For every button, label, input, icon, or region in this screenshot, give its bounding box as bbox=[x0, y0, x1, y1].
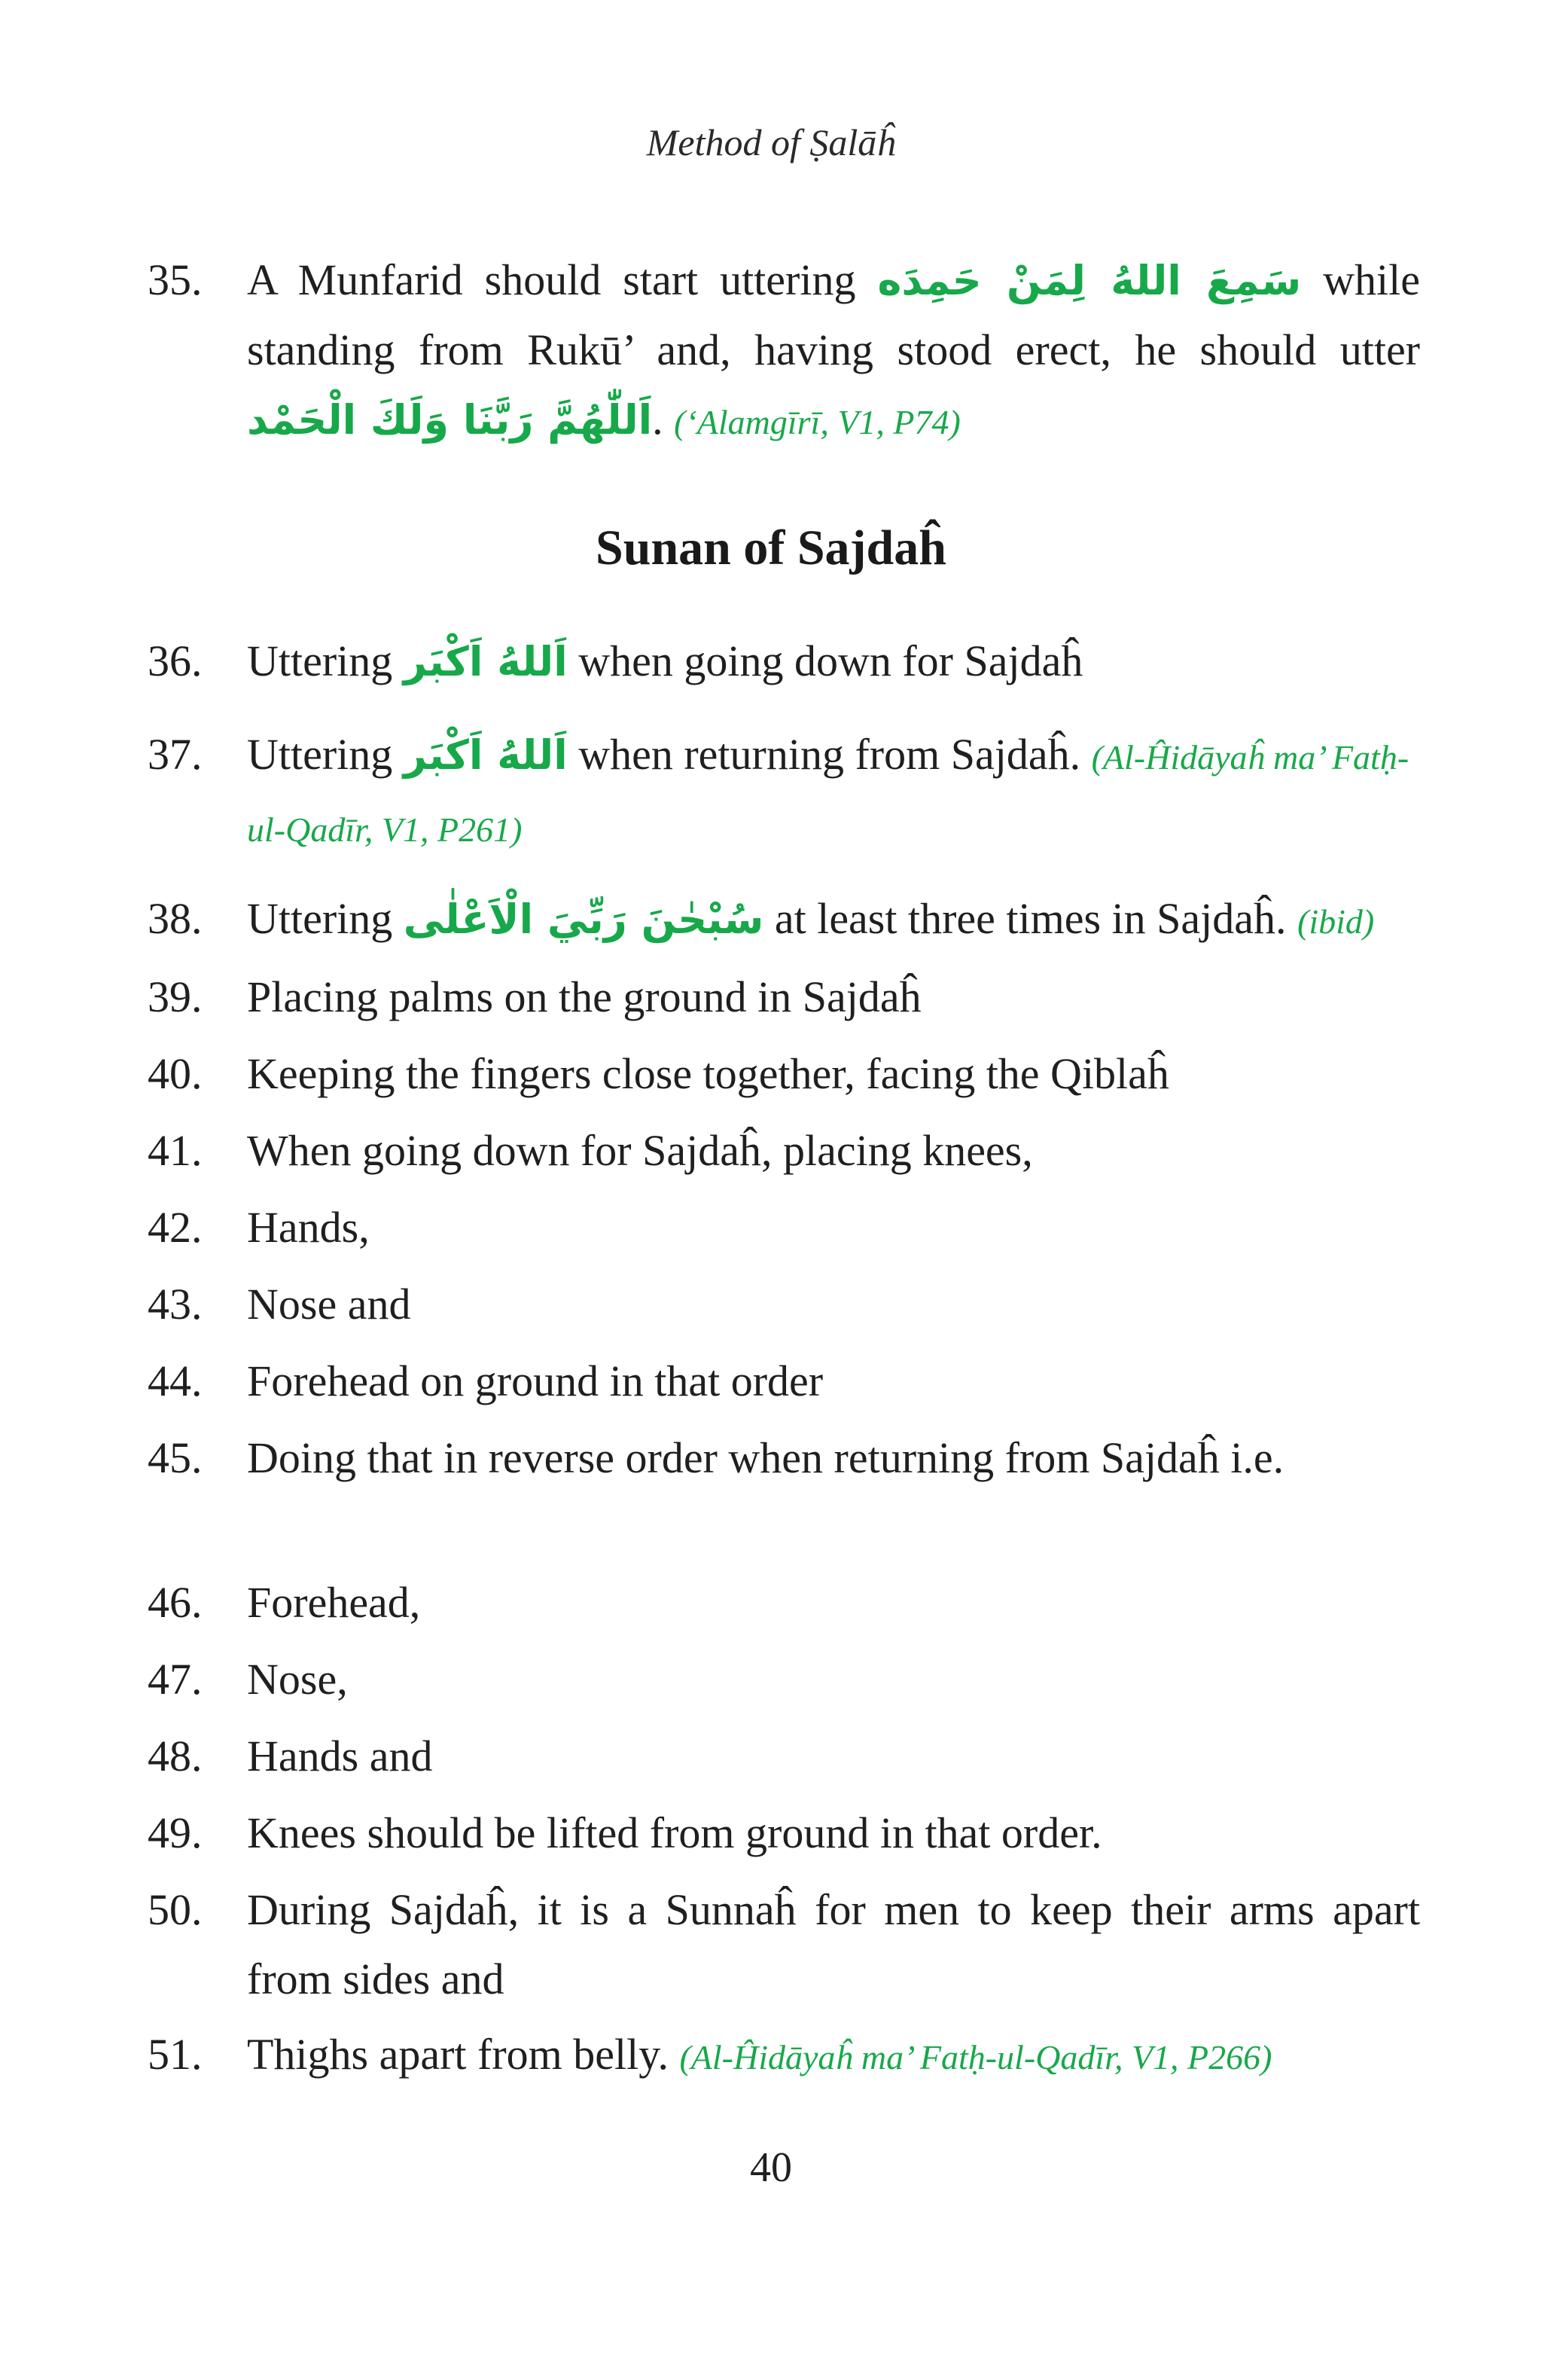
item-text: Placing palms on the ground in Sajdaĥ bbox=[247, 972, 922, 1021]
item-text: During Sajdaĥ, it is a Sunnaĥ for men to keep their arms apart from sides and bbox=[247, 1885, 1420, 2003]
list-item-36 bbox=[148, 627, 1420, 697]
item-number: 46. bbox=[148, 1578, 203, 1627]
list-item-35 bbox=[148, 246, 1420, 457]
list-item-41 bbox=[148, 1116, 1420, 1185]
item-body bbox=[247, 246, 1420, 457]
list-item-39 bbox=[148, 963, 1420, 1032]
item-text: Forehead on ground in that order bbox=[247, 1356, 824, 1405]
item-text: Keeping the fingers close together, facing the Qiblaĥ bbox=[247, 1049, 1169, 1098]
item-text: . bbox=[652, 395, 663, 444]
list-item-37 bbox=[148, 720, 1420, 865]
list-item-48 bbox=[148, 1722, 1420, 1791]
list-item-42 bbox=[148, 1193, 1420, 1262]
list-item-47 bbox=[148, 1645, 1420, 1714]
item-number: 50. bbox=[148, 1885, 203, 1934]
item-number: 48. bbox=[148, 1732, 203, 1780]
item-text: Thighs apart from belly. bbox=[247, 2030, 669, 2079]
item-number: 41. bbox=[148, 1126, 203, 1175]
item-text: Uttering bbox=[247, 894, 393, 943]
reference-citation: (ibid) bbox=[1297, 902, 1375, 941]
item-number: 45. bbox=[148, 1433, 203, 1482]
arabic-phrase: سُبْحٰنَ رَبِّيَ الْاَعْلٰى bbox=[403, 896, 764, 943]
item-number: 39. bbox=[148, 972, 203, 1021]
list-item-40 bbox=[148, 1039, 1420, 1109]
item-number: 38. bbox=[148, 894, 203, 943]
item-text: Hands and bbox=[247, 1732, 433, 1780]
item-text: Hands, bbox=[247, 1203, 370, 1252]
item-body bbox=[247, 2020, 1420, 2092]
item-number: 49. bbox=[148, 1808, 203, 1857]
item-text: Doing that in reverse order when returning from Sajdaĥ i.e. bbox=[247, 1433, 1284, 1482]
arabic-phrase: سَمِعَ اللهُ لِمَنْ حَمِدَه bbox=[877, 257, 1302, 304]
arabic-phrase: اَللّٰهُمَّ رَبَّنَا وَلَكَ الْحَمْد bbox=[247, 396, 653, 444]
item-number: 47. bbox=[148, 1655, 203, 1704]
list-item-50 bbox=[148, 1875, 1420, 2014]
item-text: Uttering bbox=[247, 636, 393, 685]
list-item-43 bbox=[148, 1270, 1420, 1339]
item-body bbox=[247, 884, 1420, 957]
arabic-phrase: اَللهُ اَكْبَر bbox=[403, 638, 568, 685]
item-text: Uttering bbox=[247, 730, 393, 779]
item-number: 37. bbox=[148, 730, 203, 779]
item-number: 51. bbox=[148, 2030, 203, 2079]
item-number: 42. bbox=[148, 1203, 203, 1252]
item-number: 44. bbox=[148, 1356, 203, 1405]
item-body bbox=[247, 627, 1420, 697]
item-text: A Munfarid should start uttering bbox=[247, 255, 856, 304]
list-item-46 bbox=[148, 1568, 1420, 1637]
list-item-45 bbox=[148, 1423, 1420, 1493]
reference-citation: (Al-Ĥidāyaĥ ma’ Fatḥ-ul-Qadīr, V1, P261) bbox=[247, 738, 1409, 849]
item-text: when returning from Sajdaĥ. bbox=[578, 730, 1081, 779]
section-heading: Sunan of Sajdaĥ bbox=[596, 520, 946, 575]
running-header: Method of Ṣalāĥ bbox=[646, 121, 896, 163]
item-text: Nose, bbox=[247, 1655, 348, 1704]
item-number: 35. bbox=[148, 255, 203, 304]
item-body bbox=[247, 720, 1420, 865]
item-text: while standing from Rukū’ and, having stood erect, he should utter bbox=[247, 255, 1421, 374]
item-number: 43. bbox=[148, 1280, 203, 1329]
item-text: When going down for Sajdaĥ, placing knees, bbox=[247, 1126, 1033, 1175]
reference-citation: (‘Alamgīrī, V1, P74) bbox=[674, 403, 961, 441]
item-text: Knees should be lifted from ground in that order. bbox=[247, 1808, 1102, 1857]
item-text: Forehead, bbox=[247, 1578, 421, 1627]
reference-citation: (Al-Ĥidāyaĥ ma’ Fatḥ-ul-Qadīr, V1, P266) bbox=[679, 2038, 1272, 2076]
item-text: when going down for Sajdaĥ bbox=[578, 636, 1083, 685]
item-text: Nose and bbox=[247, 1280, 411, 1329]
list-item-51 bbox=[148, 2020, 1420, 2092]
list-item-49 bbox=[148, 1799, 1420, 1868]
list-item-44 bbox=[148, 1347, 1420, 1416]
arabic-phrase: اَللهُ اَكْبَر bbox=[403, 731, 568, 779]
item-number: 36. bbox=[148, 636, 203, 685]
list-item-38 bbox=[148, 884, 1420, 957]
page-number: 40 bbox=[750, 2144, 792, 2191]
item-text: at least three times in Sajdaĥ. bbox=[774, 894, 1287, 943]
item-number: 40. bbox=[148, 1049, 203, 1098]
